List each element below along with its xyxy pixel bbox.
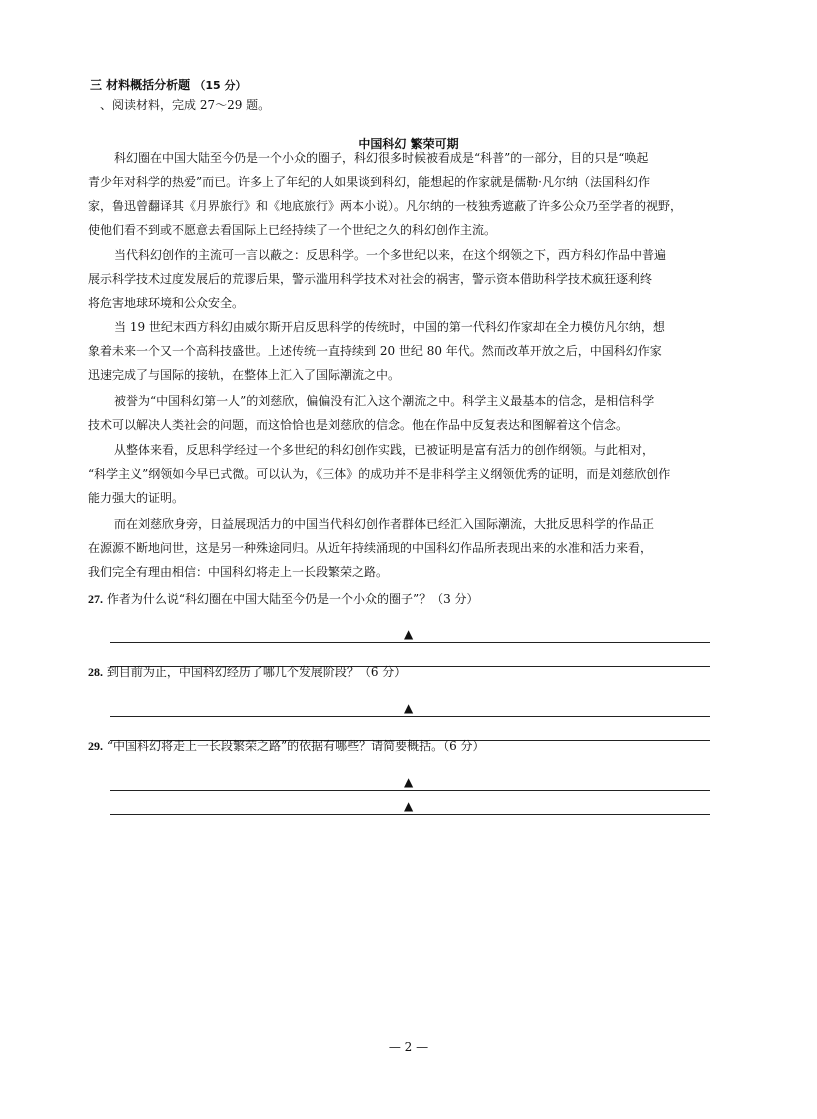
question-text: 作者为什么说“科幻圈在中国大陆至今仍是一个小众的圈子”？（3 分） [106, 592, 479, 606]
answer-line[interactable] [110, 716, 710, 717]
paragraph-line: 当 19 世纪末西方科幻由威尔斯开启反思科学的传统时，中国的第一代科幻作家却在全力模仿凡尔纳，想 [114, 320, 665, 334]
paragraph-line: 我们完全有理由相信：中国科幻将走上一长段繁荣之路。 [88, 565, 389, 579]
article-title: 中国科幻 繁荣可期 [358, 137, 459, 151]
paragraph-line: 从整体来看，反思科学经过一个多世纪的科幻创作实践，已被证明是富有活力的创作纲领。与此相对， [114, 443, 655, 457]
paragraph-line: “科学主义”纲领如今早已式微。可以认为，《三体》的成功并不是非科学主义纲领优秀的证明，而是刘慈欣创作 [88, 467, 671, 481]
question-number: 27. [88, 592, 103, 606]
page-number: — 2 — [388, 1040, 429, 1054]
question-28 [88, 663, 406, 680]
paragraph-line: 将危害地球环境和公众安全。 [88, 296, 245, 310]
answer-marker-icon: ▲ [404, 627, 414, 641]
question-number: 29. [88, 739, 103, 753]
paragraph-line: 展示科学技术过度发展后的荒谬后果，警示滥用科学技术对社会的祸害，警示资本借助科学技术疯狂逐利终 [88, 272, 653, 286]
paragraph-line: 科幻圈在中国大陆至今仍是一个小众的圈子，科幻很多时候被看成是“科普”的一部分，目的只是“唤起 [114, 151, 649, 165]
article-paragraph-1 [88, 146, 714, 242]
paragraph-line: 被誉为“中国科幻第一人”的刘慈欣，偏偏没有汇入这个潮流之中。科学主义最基本的信念，是相信科学 [114, 394, 655, 408]
paragraph-line: 能力强大的证明。 [88, 491, 185, 505]
question-text: “中国科幻将走上一长段繁荣之路”的依据有哪些？请简要概括。（6 分） [106, 739, 485, 753]
section-score: （15 分） [194, 79, 247, 92]
paragraph-line: 青少年对科学的热爱”而已。许多上了年纪的人如果谈到科幻，能想起的作家就是儒勒·凡尔纳（法国科幻作 [88, 175, 650, 189]
paragraph-line: 家，鲁迅曾翻译其《月界旅行》和《地底旅行》两本小说）。凡尔纳的一枝独秀遮蔽了许多公众乃至学者的视野， [88, 199, 683, 213]
paragraph-line: 当代科幻创作的主流可一言以蔽之：反思科学。一个多世纪以来，在这个纲领之下，西方科幻作品中普遍 [114, 248, 667, 262]
paragraph-line: 使他们看不到或不愿意去看国际上已经持续了一个世纪之久的科幻创作主流。 [88, 223, 497, 237]
answer-marker-icon: ▲ [404, 799, 414, 813]
answer-marker-icon: ▲ [404, 775, 414, 789]
answer-line[interactable] [110, 642, 710, 643]
section-heading [90, 76, 247, 93]
article-paragraph-3 [88, 315, 714, 387]
paragraph-line: 而在刘慈欣身旁，日益展现活力的中国当代科幻创作者群体已经汇入国际潮流，大批反思科学的作品正 [114, 517, 655, 531]
paragraph-line: 在源源不断地问世，这是另一种殊途同归。从近年持续涌现的中国科幻作品所表现出来的水准和活力来看， [88, 541, 653, 555]
section-title: 三 材料概括分析题 [90, 78, 191, 92]
article-paragraph-4 [88, 389, 714, 437]
answer-line[interactable] [110, 814, 710, 815]
paragraph-line: 迅速完成了与国际的接轨，在整体上汇入了国际潮流之中。 [88, 368, 401, 382]
paragraph-line: 象着未来一个又一个高科技盛世。上述传统一直持续到 20 世纪 80 年代。然而改革开放之后，中国科幻作家 [88, 344, 662, 358]
question-29 [88, 737, 485, 754]
question-number: 28. [88, 665, 103, 679]
answer-line[interactable] [110, 790, 710, 791]
paragraph-line: 技术可以解决人类社会的问题，而这恰恰也是刘慈欣的信念。他在作品中反复表达和图解着这个信念。 [88, 418, 629, 432]
answer-marker-icon: ▲ [404, 701, 414, 715]
question-text: 到目前为止，中国科幻经历了哪几个发展阶段？（6 分） [106, 665, 407, 679]
reading-instruction: 、阅读材料，完成 27～29 题。 [100, 98, 271, 112]
article-paragraph-6 [88, 512, 714, 584]
article-paragraph-5 [88, 438, 714, 510]
article-paragraph-2 [88, 243, 714, 315]
question-27 [88, 590, 479, 607]
